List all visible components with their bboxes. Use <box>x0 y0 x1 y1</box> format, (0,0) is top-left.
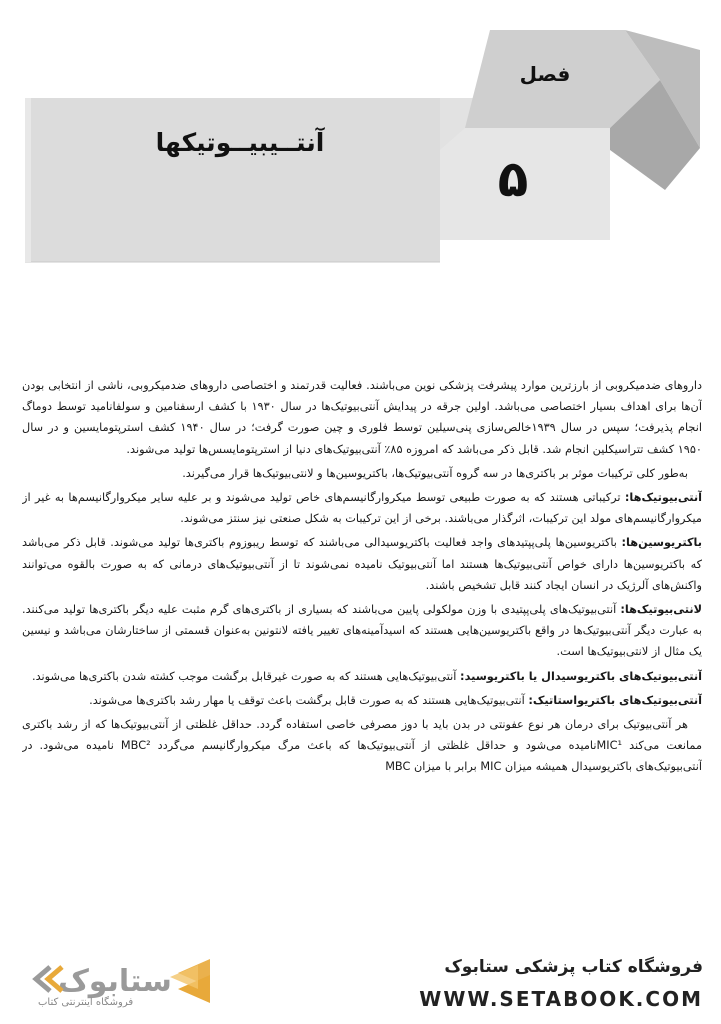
paragraph-lantibiotics: لانتی‌بیوتیک‌ها: آنتی‌بیوتیک‌های پلی‌پپتیدی با وزن مولکولی پایین می‌باشند که بسیاری از باکتری‌های گرم مثبت علیه دیگر باکتری‌ها تولید می‌کنند. به عبارت دیگر آنتی‌بیوتیک‌ها در واقع باکتریوسین‌هایی هستند که اسیدآمینه‌های تغییر یافته لانتونین به‌عنوان قسمتی از ساختارشان می‌باشد و نیسین یک مثال از لانتی‌بیوتیک‌ها است. <box>22 603 702 659</box>
term-bacteriocins: باکتریوسین‌ها: <box>621 536 702 550</box>
term-antibiotics: آنتی‌بیوتیک‌ها: <box>624 491 702 505</box>
page-fade <box>0 880 721 950</box>
chapter-header <box>0 0 721 280</box>
logo-tagline: فروشگاه اینترنتی کتاب <box>38 997 134 1008</box>
chapter-header-graphic <box>0 0 721 280</box>
paragraph-bacteriostatic: آنتی‌بیوتیک‌های باکتریواستاتیک: آنتی‌بیوتیک‌هایی هستند که به صورت قابل برگشت باعث توقف یا مهار رشد باکتری‌ها می‌شوند. <box>89 693 702 707</box>
paragraph: به‌طور کلی ترکیبات موثر بر باکتری‌ها در سه گروه آنتی‌بیوتیک‌ها، باکتریوسین‌ها و لانتی‌بیوتیک‌ها قرار می‌گیرند. <box>182 466 688 480</box>
store-url-link[interactable]: WWW.SETABOOK.COM <box>419 987 703 1011</box>
paragraph-bactericidal: آنتی‌بیوتیک‌های باکتریوسیدال یا باکتریوسید: آنتی‌بیوتیک‌هایی هستند که به صورت غیرقابل برگشت موجب کشته شدن باکتری‌ها می‌شوند. <box>32 669 702 683</box>
paragraph-bacteriocins: باکتریوسین‌ها: باکتریوسین‌ها پلی‌پپتیدهای واجد فعالیت باکتریوسیدالی می‌باشند که توسط ریبوزوم باکتری‌ها تولید می‌شوند. قابل ذکر می‌باشد که باکتریوسین‌ها دارای خواص آنتی‌بیوتیک‌ها هستند اما آنتی‌بیوتیک نامیده نمی‌شوند تا از آنتی‌بیوتیک‌های درمانی که به صورت بالقوه می‌توانند واکنش‌های آلرژیک در انسان ایجاد کنند قابل تشخیص باشند. <box>22 536 702 592</box>
term-bacteriostatic: آنتی‌بیوتیک‌های باکتریواستاتیک: <box>528 693 702 707</box>
store-name: فروشگاه کتاب پزشکی ستابوک <box>444 957 703 977</box>
chapter-label: فصل <box>519 62 571 86</box>
store-footer <box>0 945 721 1024</box>
paragraph: داروهای ضدمیکروبی از بارزترین موارد پیشرفت پزشکی نوین می‌باشند. فعالیت قدرتمند و اختصاصی داروهای ضدمیکروبی، ناشی از انتخابی بودن آن‌ها برای اهداف بسیار اختصاصی می‌باشد. اولین جرقه در پیدایش آنتی‌بیوتیک‌ها در سال ۱۹۳۰ با کشف ارسفنامین و سولفانامید توسط دوماگ انجام پذیرفت؛ سپس در سال ۱۹۳۹خالص‌سازی پنی‌سیلین توسط فلوری و چین صورت گرفت؛ در سال ۱۹۴۰ کشف استرپتومایسین و در سال ۱۹۵۰ کشف تتراسیکلین انجام شد. قابل ذکر می‌باشد که امروزه ۸۵٪ آنتی‌بیوتیک‌های دنیا از استرپتومایسس‌ها تولید می‌شوند. <box>22 379 702 456</box>
setabook-logo-text: ستابوک <box>58 964 172 999</box>
paragraph-mic-mbc: هر آنتی‌بیوتیک برای درمان هر نوع عفونتی در بدن باید با دوز مصرفی خاصی استفاده گردد. حداقل غلظتی از آنتی‌بیوتیک‌ها که از رشد باکتری ممانعت می‌کند MIC¹نامیده می‌شود و حداقل غلظتی از آنتی‌بیوتیک‌ها که باعث مرگ میکروارگانیسم می‌گردد MBC² نامیده می‌شود. در آنتی‌بیوتیک‌های باکتریوسیدال همیشه میزان MIC برابر با میزان MBC <box>22 718 702 774</box>
term-bactericidal: آنتی‌بیوتیک‌های باکتریوسیدال یا باکتریوسید: <box>460 669 702 683</box>
term-lantibiotics: لانتی‌بیوتیک‌ها: <box>620 603 702 617</box>
paragraph-antibiotics: آنتی‌بیوتیک‌ها: ترکیباتی هستند که به صورت طبیعی توسط میکروارگانیسم‌های خاص تولید می‌شوند و بر علیه سایر میکروارگانیسم‌ها به غیر از میکروارگانیسم‌های مولد این ترکیبات، اثرگذار می‌باشند. برخی از این ترکیبات به شکل صنعتی نیز سنتز می‌شوند. <box>22 491 702 526</box>
chapter-title: آنتــیبیــوتیکها <box>155 128 325 157</box>
chapter-number: ۵ <box>497 150 529 208</box>
setabook-logo-mark <box>170 959 210 1003</box>
chapter-body <box>22 375 702 945</box>
